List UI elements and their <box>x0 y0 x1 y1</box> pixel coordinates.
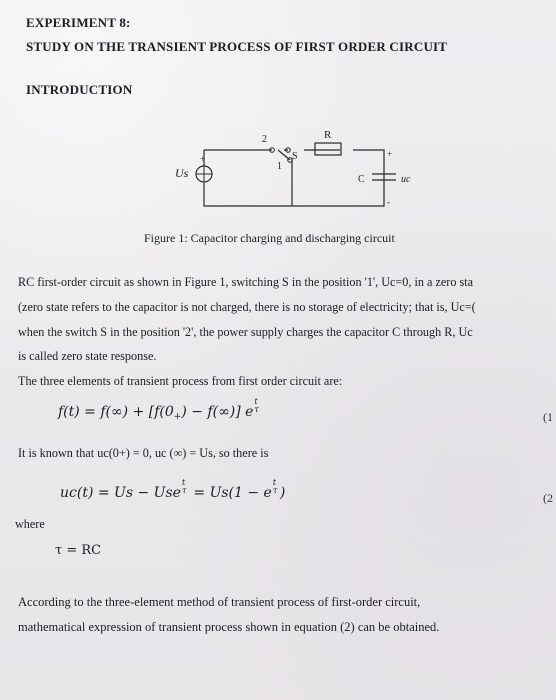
paragraph-line-5: The three elements of transient process from first order circuit are: <box>18 374 343 388</box>
equation-2 <box>60 478 286 501</box>
resistor-label: R <box>324 129 332 141</box>
paragraph-line-4: is called zero state response. <box>18 349 157 363</box>
closing-line-2: mathematical expression of transient process shown in equation (2) can be obtained. <box>18 620 440 634</box>
equation-2-lhs: uc(t) <box>60 485 94 501</box>
equation-1-lhs: f(t) <box>58 404 80 420</box>
equation-2-rhs: = Us(1 − e <box>188 485 272 501</box>
equation-2-exp-top: t <box>181 478 186 487</box>
capacitor-voltage-label: uc <box>401 174 411 185</box>
rc-circuit-diagram <box>170 126 410 222</box>
equation-1 <box>58 397 261 422</box>
equation-1-exp-bottom: τ <box>254 405 259 414</box>
equation-2-rhs-exp-bottom: τ <box>272 486 278 495</box>
source-plus-label: + <box>200 154 206 164</box>
equation-2-number: (2 <box>543 491 553 505</box>
equation-2-exp-bottom: τ <box>181 486 187 495</box>
tau-equation: τ = RC <box>55 543 102 558</box>
equation-1-plus-subscript: + <box>173 412 182 422</box>
capacitor-minus-label: - <box>387 197 390 207</box>
equation-1-number: (1 <box>543 410 553 424</box>
source-label: Us <box>175 166 189 180</box>
equation-1-rhs-prefix: = f(∞) + [f(0 <box>79 404 174 420</box>
section-introduction: INTRODUCTION <box>26 82 133 97</box>
capacitor-plus-label: + <box>387 149 393 159</box>
resistor-symbol <box>315 143 341 155</box>
paragraph-line-3: when the switch S in the position '2', the power supply charges the capacitor C through R, Uc <box>18 325 473 339</box>
paragraph-line-1: RC first-order circuit as shown in Figure 1, switching S in the position '1', Uc=0, in a zero sta <box>18 275 474 289</box>
where-label: where <box>15 517 45 531</box>
experiment-label: EXPERIMENT 8: <box>26 15 131 30</box>
experiment-title: STUDY ON THE TRANSIENT PROCESS OF FIRST ORDER CIRCUIT <box>26 39 448 54</box>
closing-line-1: According to the three-element method of transient process of first-order circuit, <box>18 595 421 609</box>
equation-2-middle: = Us − Use <box>93 485 181 501</box>
figure-caption: Figure 1: Capacitor charging and discharging circuit <box>144 231 395 245</box>
equation-2-rhs-end: ) <box>279 485 286 501</box>
switch-s-label: S <box>292 151 298 162</box>
capacitor-label: C <box>358 174 365 185</box>
switch-bottom-label: 1 <box>277 161 282 172</box>
paragraph-line-2: (zero state refers to the capacitor is not charged, there is no storage of electricity; that is, Uc=( <box>18 300 476 314</box>
equation-1-rhs-suffix: ) − f(∞)] e <box>181 404 254 420</box>
equation-1-exp-top: t <box>254 397 258 406</box>
known-line: It is known that uc(0+) = 0, uc (∞) = Us, so there is <box>18 446 269 460</box>
switch-top-label: 2 <box>262 134 267 145</box>
equation-2-rhs-exp-top: t <box>272 478 277 487</box>
voltage-source-symbol <box>196 166 212 182</box>
